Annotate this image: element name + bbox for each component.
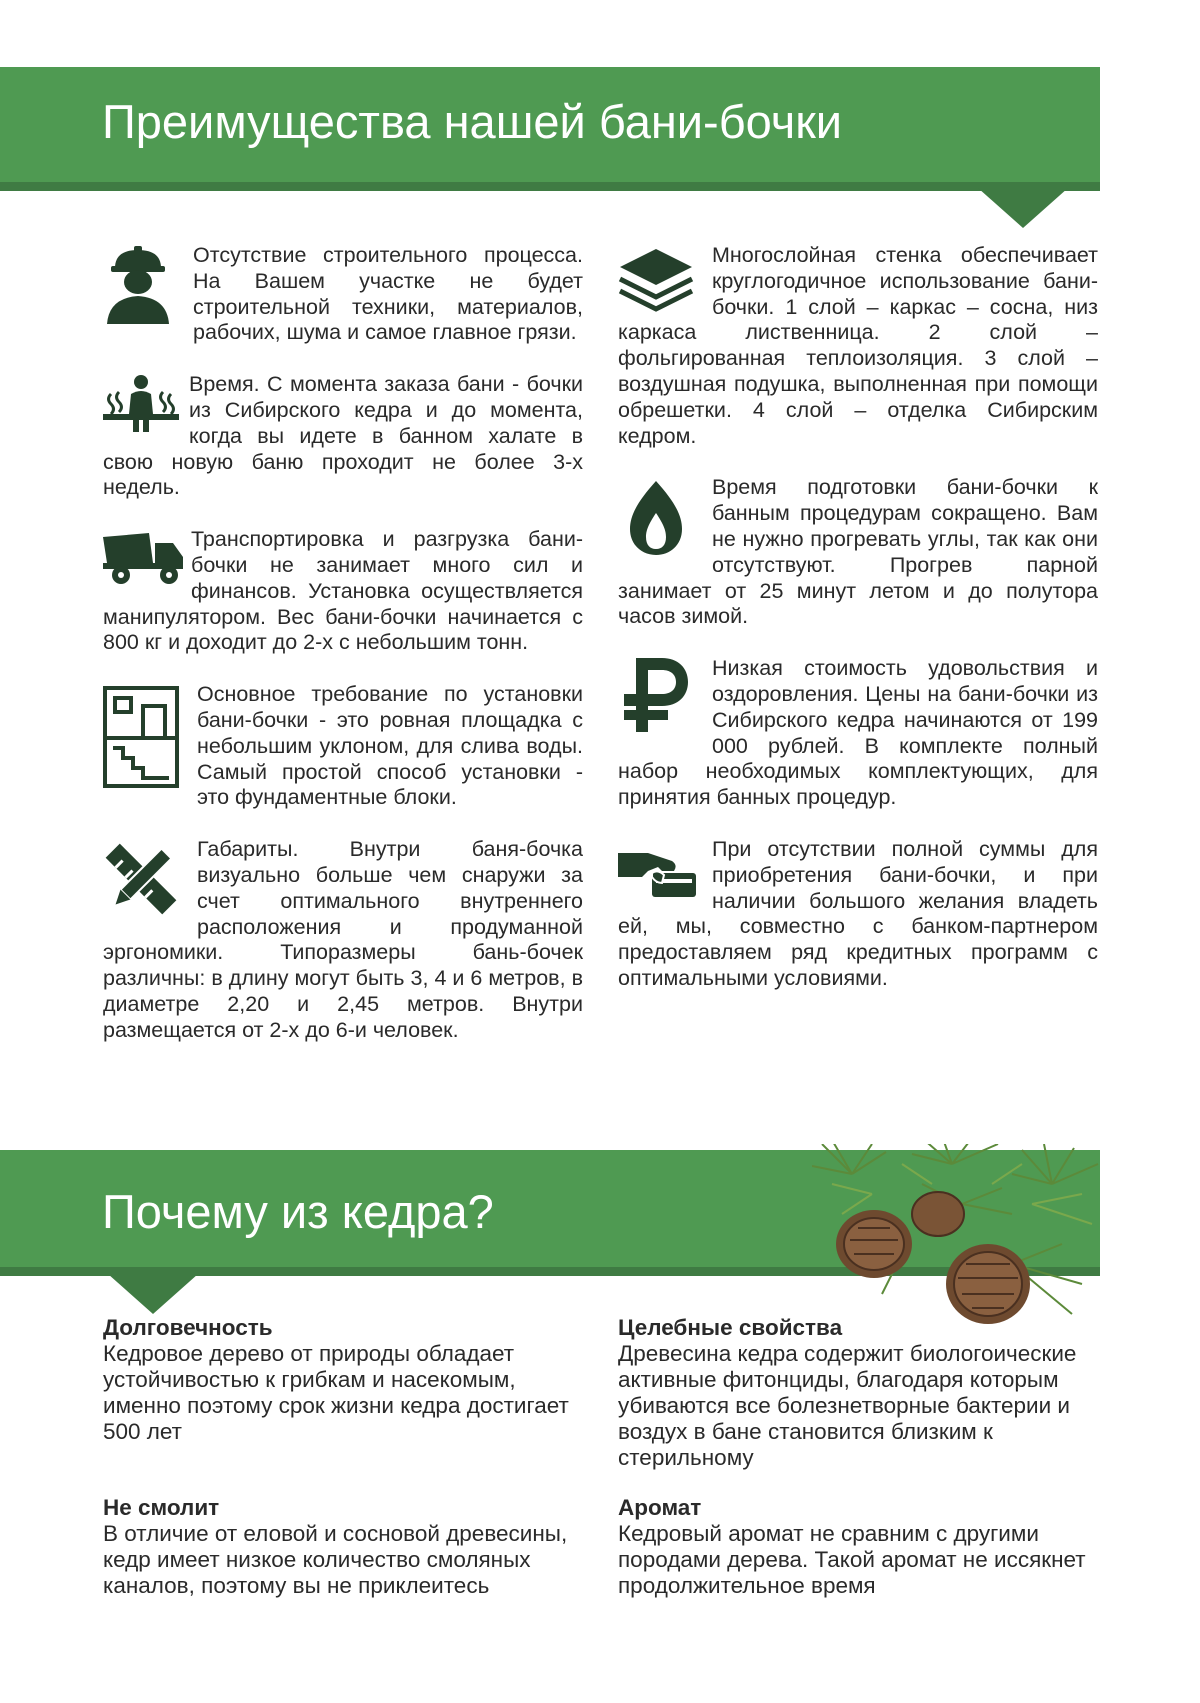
why-item-heading: Целебные свойства (618, 1315, 843, 1340)
advantage-text: Время. С момента заказа бани - бочки из Сибирского кедра и до момента, когда вы идете в банном халате в свою новую баню проходит не более 3-х недель. (103, 372, 583, 500)
why-item-text: Кедровое дерево от природы обладает устойчивостью к грибкам и насекомым, именно поэтому срок жизни кедра достигает 500 лет (103, 1341, 569, 1444)
cedar-cones-illustration (812, 1144, 1102, 1334)
advantage-text: Низкая стоимость удовольствия и оздоровления. Цены на бани-бочки из Сибирского кедра начинаются от 199 000 рублей. В комплекте полный набор необходимых комплектующих, для принятия банных процедур. (618, 656, 1098, 810)
why-item-text: Древесина кедра содержит биологоические активные фитонциды, благодаря которым убиваются все болезнетворные бактерии и воздух в бане становится близким к стерильному (618, 1341, 1077, 1470)
why-item-heading: Не смолит (103, 1495, 220, 1520)
why-item-heading: Аромат (618, 1495, 702, 1520)
why-item-text: В отличие от еловой и сосновой древесины, кедр имеет низкое количество смоляных каналов, поэтому вы не приклеитесь (103, 1521, 568, 1598)
advantage-text: Основное требование по установки бани-бочки - это ровная площадка с небольшим уклоном, для слива воды. Самый простой способ установки - это фундаментные блоки. (197, 682, 583, 810)
advantage-item (103, 372, 583, 501)
ruler-pencil-icon (103, 841, 197, 927)
advantages-left-column (103, 243, 583, 1044)
why-item (618, 1495, 1088, 1599)
ruble-icon (618, 656, 712, 736)
advantage-text: При отсутствии полной суммы для приобретения бани-бочки, и при наличии большого желания владеть ей, мы, совместно с банком-партнером предоставляем ряд кредитных программ с оптимальными условиями. (618, 836, 1098, 990)
advantage-item (618, 243, 1098, 449)
section-title-advantages: Преимущества нашей бани-бочки (102, 95, 843, 148)
header-arrow-notch (108, 1274, 198, 1316)
section-header-advantages (0, 67, 1100, 191)
advantage-item (618, 475, 1098, 630)
why-item (103, 1495, 573, 1599)
advantage-item (103, 682, 583, 811)
why-item (103, 1315, 573, 1445)
layers-icon (618, 247, 712, 317)
advantage-text: Габариты. Внутри баня-бочка визуально больше чем снаружи за счет оптимального внутреннего расположения и продуманной эргономики. Типоразмеры бань-бочек различны: в длину могут быть 3, 4 и 6 метров, в диаметре 2,20 и 2,45 метров. Внутри размещается от 2-х до 6-и человек. (103, 837, 583, 1042)
advantages-right-column (618, 243, 1098, 992)
section-title-why-cedar: Почему из кедра? (102, 1185, 494, 1238)
why-item-text: Кедровый аромат не сравним с другими породами дерева. Такой аромат не иссякнет продолжительное время (618, 1521, 1086, 1598)
advantage-text: Отсутствие строительного процесса. На Вашем участке не будет строительной техники, материалов, рабочих, шума и самое главное грязи. (193, 243, 583, 345)
flame-icon (618, 479, 712, 559)
advantage-item (103, 527, 583, 656)
floor-plan-icon (103, 686, 197, 794)
advantage-item (618, 656, 1098, 811)
header-arrow-notch (978, 188, 1068, 230)
advantage-item (618, 837, 1098, 992)
advantage-text: Время подготовки бани-бочки к банным процедурам сокращено. Вам не нужно прогревать углы, так как они отсутствуют. Прогрев парной занимает от 25 минут летом и до полутора часов зимой. (618, 475, 1098, 629)
advantage-item (103, 243, 583, 346)
hand-card-icon (618, 843, 712, 903)
why-item-heading: Долговечность (103, 1315, 273, 1340)
worker-icon (103, 246, 179, 328)
advantage-text: Транспортировка и разгрузка бани-бочки не занимает много сил и финансов. Установка осуществляется манипулятором. Вес бани-бочки начинается с 800 кг и доходит до 2-х с небольшим тонн. (103, 527, 583, 655)
why-item (618, 1315, 1088, 1471)
sauna-person-icon (103, 374, 181, 436)
dump-truck-icon (103, 533, 191, 589)
advantage-item (103, 837, 583, 1043)
advantage-text: Многослойная стенка обеспечивает круглогодичное использование бани-бочки. 1 слой – каркас – сосна, низ каркаса лиственница. 2 слой – фольгированная теплоизоляция. 3 слой – воздушная подушка, выполненная при помощи обрешетки. 4 слой – отделка Сибирским кедром. (618, 243, 1098, 448)
